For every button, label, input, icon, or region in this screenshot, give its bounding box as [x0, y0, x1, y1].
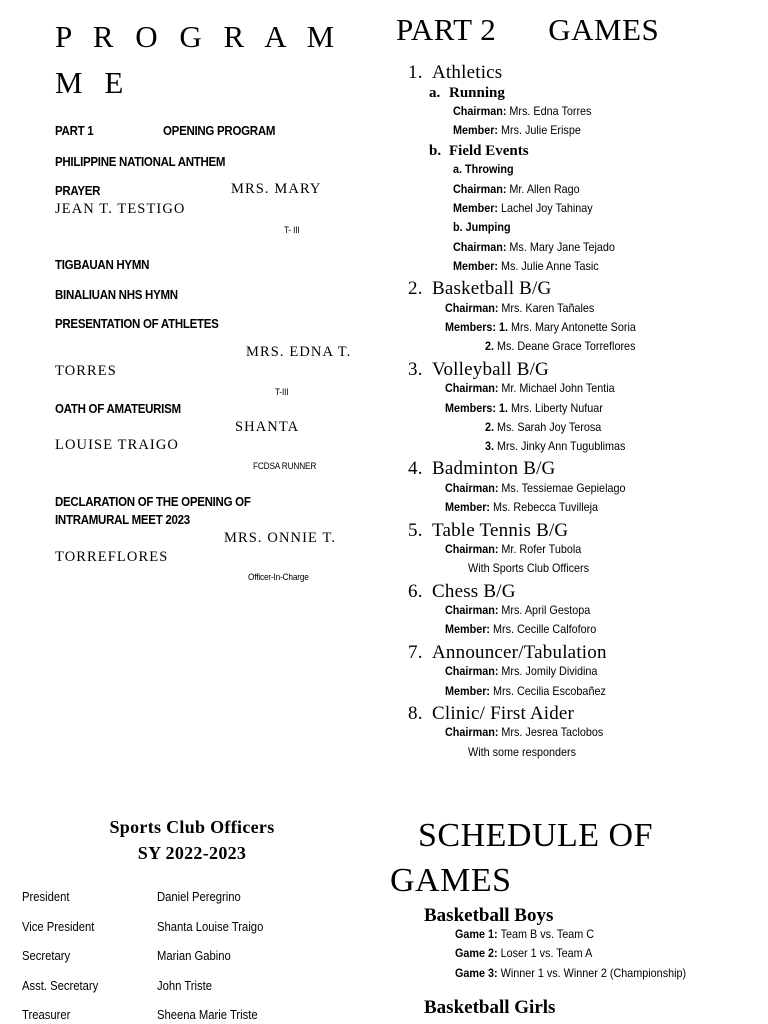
detail-person: Mrs. Jinky Ann Tugublimas — [497, 439, 626, 454]
presentation-name-2: TORRES — [55, 363, 117, 379]
detail-role: Member: — [453, 200, 502, 215]
sport-name: Volleyball B/G — [432, 358, 549, 380]
sport-number: 8. — [408, 702, 423, 724]
right-column — [384, 0, 768, 1024]
sport-number: 3. — [408, 358, 423, 380]
part2-label: PART 2 — [396, 12, 497, 47]
detail-role: Chairman: — [445, 664, 502, 679]
detail-person: Mr. Michael John Tentia — [501, 381, 615, 396]
officer-position: Secretary — [22, 949, 71, 963]
detail-line — [445, 320, 636, 334]
detail-line — [445, 622, 596, 636]
declaration-name-line1 — [224, 529, 336, 547]
subsection-name: Running — [449, 84, 505, 101]
detail-role: Chairman: — [445, 381, 502, 396]
prayer-name-1: MRS. MARY — [231, 181, 322, 197]
officer-row — [22, 888, 250, 906]
officer-name: Shanta Louise Traigo — [157, 919, 264, 934]
declaration-name-1: MRS. ONNIE T. — [224, 530, 337, 546]
schedule-game-matchup: Loser 1 vs. Team A — [500, 946, 593, 961]
presentation-role — [275, 382, 290, 400]
schedule-section-heading: Basketball Girls — [424, 996, 556, 1018]
sport-name: Table Tennis B/G — [432, 519, 569, 541]
subsection-heading — [429, 85, 505, 102]
prayer-role — [284, 220, 301, 238]
prayer-role-text: T- III — [284, 225, 300, 235]
hymn1-text: TIGBAUAN HYMN — [55, 258, 150, 272]
declaration-name-2: TORREFLORES — [55, 549, 169, 565]
detail-index: 1. — [499, 400, 512, 415]
subsection-name: Field Events — [449, 142, 529, 159]
declaration-role — [248, 567, 314, 585]
hymn1-row — [55, 256, 157, 274]
schedule-game-row — [455, 946, 592, 960]
detail-line — [445, 500, 598, 514]
schedule-title-line1: SCHEDULE OF — [418, 817, 654, 854]
anthem-text: PHILIPPINE NATIONAL ANTHEM — [55, 155, 226, 169]
detail-role: Member: — [445, 622, 494, 637]
detail-line — [445, 301, 594, 315]
detail-line — [445, 401, 603, 415]
detail-line — [453, 201, 593, 215]
detail-index: 3. — [485, 439, 498, 454]
detail-person: Mr. Rofer Tubola — [501, 542, 582, 556]
detail-person: With Sports Club Officers — [468, 561, 590, 576]
detail-index: 2. — [485, 419, 498, 434]
subsection-heading — [429, 143, 529, 160]
sport-heading — [408, 581, 516, 603]
detail-line — [453, 104, 591, 118]
officer-position: Asst. Secretary — [22, 978, 99, 993]
programme-title: P R O G R A M M E — [55, 19, 342, 100]
sport-name: Announcer/Tabulation — [432, 641, 607, 663]
hymn2-row — [55, 286, 189, 304]
detail-person: Ms. Sarah Joy Terosa — [497, 419, 602, 434]
detail-person: Mrs. Cecille Calfoforo — [493, 622, 597, 637]
detail-person: Ms. Mary Jane Tejado — [509, 239, 615, 254]
oath-role — [253, 456, 322, 474]
schedule-game-label: Game 3: — [455, 965, 501, 980]
detail-person: Mrs. April Gestopa — [501, 603, 591, 618]
sport-name: Clinic/ First Aider — [432, 702, 575, 724]
prayer-label-text: PRAYER — [55, 184, 101, 198]
part2-heading — [396, 12, 659, 48]
officer-name: Daniel Peregrino — [157, 890, 241, 904]
part1-label: PART 1 — [55, 124, 94, 138]
detail-person: Ms. Julie Anne Tasic — [501, 259, 599, 273]
officer-row — [22, 947, 239, 965]
detail-role: Chairman: — [445, 725, 502, 740]
prayer-name-2: JEAN T. TESTIGO — [55, 201, 186, 217]
sport-heading — [408, 458, 555, 480]
officer-position: President — [22, 890, 70, 904]
schedule-game-label: Game 2: — [455, 946, 501, 961]
sport-heading — [408, 703, 574, 725]
detail-role: Chairman: — [445, 480, 502, 495]
schedule-game-matchup: Winner 1 vs. Winner 2 (Championship) — [500, 965, 687, 980]
declaration-text-1: DECLARATION OF THE OPENING OF — [55, 495, 251, 509]
subsection-letter: b. — [429, 142, 442, 159]
declaration-line2 — [55, 511, 202, 529]
detail-line — [485, 420, 601, 434]
presentation-role-text: T-III — [275, 387, 289, 397]
schedule-game-matchup: Team B vs. Team C — [500, 927, 595, 941]
sport-number: 7. — [408, 641, 423, 663]
sport-heading — [408, 520, 568, 542]
schedule-title-line2: GAMES — [390, 862, 512, 899]
schedule-game-row — [455, 966, 686, 980]
oath-name-1: SHANTA — [235, 419, 300, 435]
detail-line — [485, 339, 635, 353]
officer-name: Marian Gabino — [157, 949, 231, 963]
detail-line — [453, 240, 615, 254]
detail-role: Member: — [453, 123, 502, 138]
officer-position: Treasurer — [22, 1008, 71, 1022]
sport-number: 4. — [408, 458, 423, 480]
detail-index: 1. — [499, 320, 512, 335]
subsection-letter: a. — [429, 84, 441, 101]
sport-number: 2. — [408, 278, 423, 300]
declaration-name-line2 — [55, 548, 168, 566]
sports-club-title-line2: SY 2022-2023 — [137, 843, 247, 863]
officer-name: Sheena Marie Triste — [157, 1008, 258, 1022]
detail-line — [468, 745, 576, 759]
sport-number: 6. — [408, 580, 423, 602]
detail-role: Members: — [445, 320, 500, 335]
sport-name: Basketball B/G — [432, 278, 552, 300]
detail-line — [445, 603, 590, 617]
group-heading: a. Throwing — [453, 162, 514, 177]
detail-role: Chairman: — [445, 542, 502, 556]
sport-name: Chess B/G — [432, 580, 516, 602]
sports-club-title-line1: Sports Club Officers — [109, 817, 275, 837]
detail-line — [485, 439, 625, 453]
prayer-name-line2 — [55, 200, 185, 218]
detail-role: Member: — [445, 683, 494, 698]
presentation-name-1: MRS. EDNA T. — [246, 344, 352, 360]
detail-line — [453, 123, 581, 137]
sport-heading — [408, 359, 549, 381]
sport-heading — [408, 62, 502, 84]
officer-position: Vice President — [22, 919, 95, 934]
detail-person: Mrs. Liberty Nufuar — [511, 400, 603, 415]
detail-person: Mrs. Jesrea Taclobos — [501, 725, 604, 740]
oath-role-text: FCDSA RUNNER — [253, 461, 317, 471]
part1-value: OPENING PROGRAM — [162, 124, 275, 138]
detail-line — [453, 182, 580, 196]
sport-heading — [408, 642, 607, 664]
officer-row — [22, 1006, 269, 1024]
sport-number: 5. — [408, 519, 423, 541]
sport-name: Athletics — [432, 62, 503, 83]
detail-person: Mrs. Cecilia Escobañez — [493, 683, 606, 698]
oath-label — [55, 400, 192, 418]
oath-label-text: OATH OF AMATEURISM — [55, 402, 181, 416]
group-heading: b. Jumping — [453, 220, 511, 235]
officer-row — [22, 977, 218, 995]
oath-name-line2 — [55, 436, 179, 454]
detail-role: Chairman: — [453, 181, 510, 196]
anthem-label — [55, 153, 240, 171]
sport-name: Badminton B/G — [432, 458, 556, 480]
schedule-game-label: Game 1: — [455, 927, 501, 941]
detail-role: Chairman: — [453, 239, 510, 254]
prayer-label — [55, 182, 104, 200]
declaration-line1 — [55, 493, 268, 511]
detail-role: Chairman: — [453, 104, 510, 118]
detail-person: Mrs. Julie Erispe — [501, 123, 581, 138]
prayer-name-line1 — [231, 180, 322, 198]
detail-role: Chairman: — [445, 603, 502, 618]
sport-number: 1. — [408, 62, 423, 83]
detail-person: With some responders — [468, 744, 577, 759]
detail-line — [445, 481, 625, 495]
detail-line — [445, 381, 615, 395]
detail-line — [445, 664, 597, 678]
detail-person: Mrs. Mary Antonette Soria — [511, 320, 636, 335]
detail-person: Ms. Deane Grace Torreflores — [497, 339, 636, 354]
part2-value: GAMES — [548, 12, 660, 47]
detail-person: Mrs. Karen Tañales — [501, 300, 595, 315]
detail-role: Member: — [445, 500, 494, 515]
detail-index: 2. — [485, 339, 498, 354]
oath-name-2: LOUISE TRAIGO — [55, 437, 179, 453]
detail-person: Ms. Tessiemae Gepielago — [501, 480, 626, 495]
detail-line — [445, 684, 606, 698]
detail-role: Member: — [453, 259, 502, 273]
detail-person: Mr. Allen Rago — [509, 181, 580, 196]
detail-person: Lachel Joy Tahinay — [501, 200, 593, 215]
detail-line — [445, 725, 603, 739]
declaration-role-text: Officer-In-Charge — [248, 572, 309, 582]
presentation-name-line2 — [55, 362, 117, 380]
part1-row — [55, 122, 285, 140]
detail-person: Mrs. Edna Torres — [509, 104, 592, 118]
detail-role: Chairman: — [445, 300, 502, 315]
oath-name-line1 — [235, 418, 299, 436]
detail-line — [468, 561, 589, 575]
declaration-text-2: INTRAMURAL MEET 2023 — [55, 513, 190, 527]
detail-person: Mrs. Jomily Dividina — [501, 664, 598, 679]
schedule-section-heading: Basketball Boys — [424, 905, 554, 926]
presentation-name-line1 — [246, 343, 351, 361]
schedule-game-row — [455, 927, 594, 941]
presentation-label-text: PRESENTATION OF ATHLETES — [55, 317, 219, 331]
detail-person: Ms. Rebecca Tuvilleja — [493, 500, 599, 515]
detail-role: Members: — [445, 400, 500, 415]
hymn2-text: BINALIUAN NHS HYMN — [55, 288, 178, 302]
detail-line — [445, 542, 581, 556]
officer-name: John Triste — [157, 978, 213, 993]
officer-row — [22, 918, 275, 936]
presentation-label — [55, 315, 233, 333]
sport-heading — [408, 278, 551, 300]
detail-line — [453, 259, 599, 273]
